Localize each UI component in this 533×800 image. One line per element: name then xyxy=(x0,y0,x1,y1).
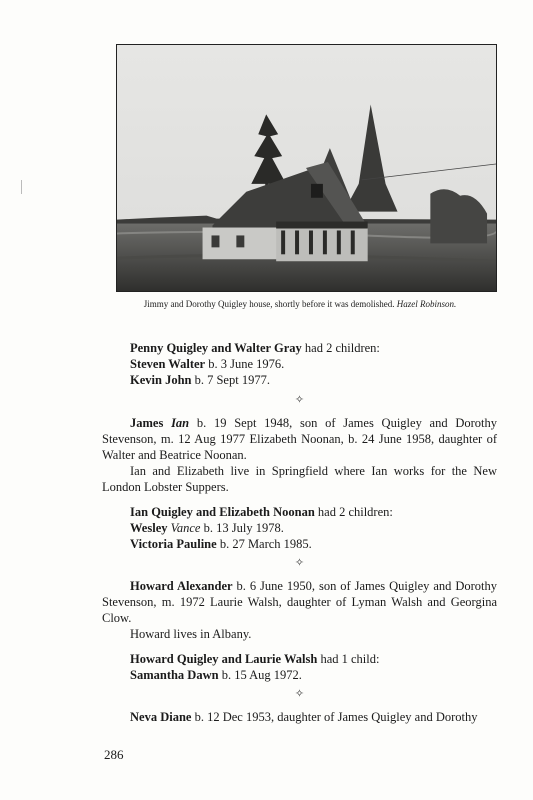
caption-credit: Hazel Robinson. xyxy=(396,299,457,309)
child-name: Wesley xyxy=(130,521,171,535)
howard-entry: Howard Alexander b. 6 June 1950, son of James Quigley and Dorothy Stevenson, m. 1972 Laurie Walsh, daughter of Lyman Walsh and Georgina Clow. Howard lives in Albany. xyxy=(102,579,497,641)
couple-name: Howard Quigley and Laurie Walsh xyxy=(130,652,318,666)
penny-children-block: Penny Quigley and Walter Gray had 2 children: Steven Walter b. 3 June 1976. Kevin John b. 7 Sept 1977. xyxy=(130,341,380,387)
child-name: Victoria Pauline xyxy=(130,537,217,551)
neva-entry: Neva Diane b. 12 Dec 1953, daughter of James Quigley and Dorothy xyxy=(130,710,478,724)
couple-name: Ian Quigley and Elizabeth Noonan xyxy=(130,505,315,519)
james-ian-entry: James Ian b. 19 Sept 1948, son of James Quigley and Dorothy Stevenson, m. 12 Aug 1977 Elizabeth Noonan, b. 24 June 1958, daughter of Walter and Beatrice Noonan. Ian and Elizabeth live in Springfield where Ian works for the New London Lobster Suppers. xyxy=(102,416,497,494)
person-name: Neva Diane xyxy=(130,710,192,724)
page-number: 286 xyxy=(104,747,124,762)
section-divider: ✧ xyxy=(294,688,305,700)
section-divider: ✧ xyxy=(294,557,305,569)
margin-mark xyxy=(21,180,22,194)
child-nickname: Vance xyxy=(170,521,201,535)
person-name: James xyxy=(130,416,172,430)
couple-name: Penny Quigley and Walter Gray xyxy=(130,341,302,355)
ian-children-block: Ian Quigley and Elizabeth Noonan had 2 children: Wesley Vance b. 13 July 1978. Victoria Pauline b. 27 March 1985. xyxy=(130,505,393,551)
child-name: Kevin John xyxy=(130,373,192,387)
person-nickname: Ian xyxy=(171,416,190,430)
section-divider: ✧ xyxy=(294,394,305,406)
child-name: Steven Walter xyxy=(130,357,206,371)
caption-text: Jimmy and Dorothy Quigley house, shortly before it was demolished. xyxy=(143,299,395,309)
house-photograph xyxy=(116,44,497,292)
person-name: Howard Alexander xyxy=(130,579,233,593)
child-name: Samantha Dawn xyxy=(130,668,219,682)
howard-children-block: Howard Quigley and Laurie Walsh had 1 child: Samantha Dawn b. 15 Aug 1972. xyxy=(130,652,380,682)
entry-note: Howard lives in Albany. xyxy=(130,627,252,641)
entry-note: Ian and Elizabeth live in Springfield where Ian works for the New London Lobster Suppers. xyxy=(102,464,497,494)
photo-caption xyxy=(100,299,500,309)
